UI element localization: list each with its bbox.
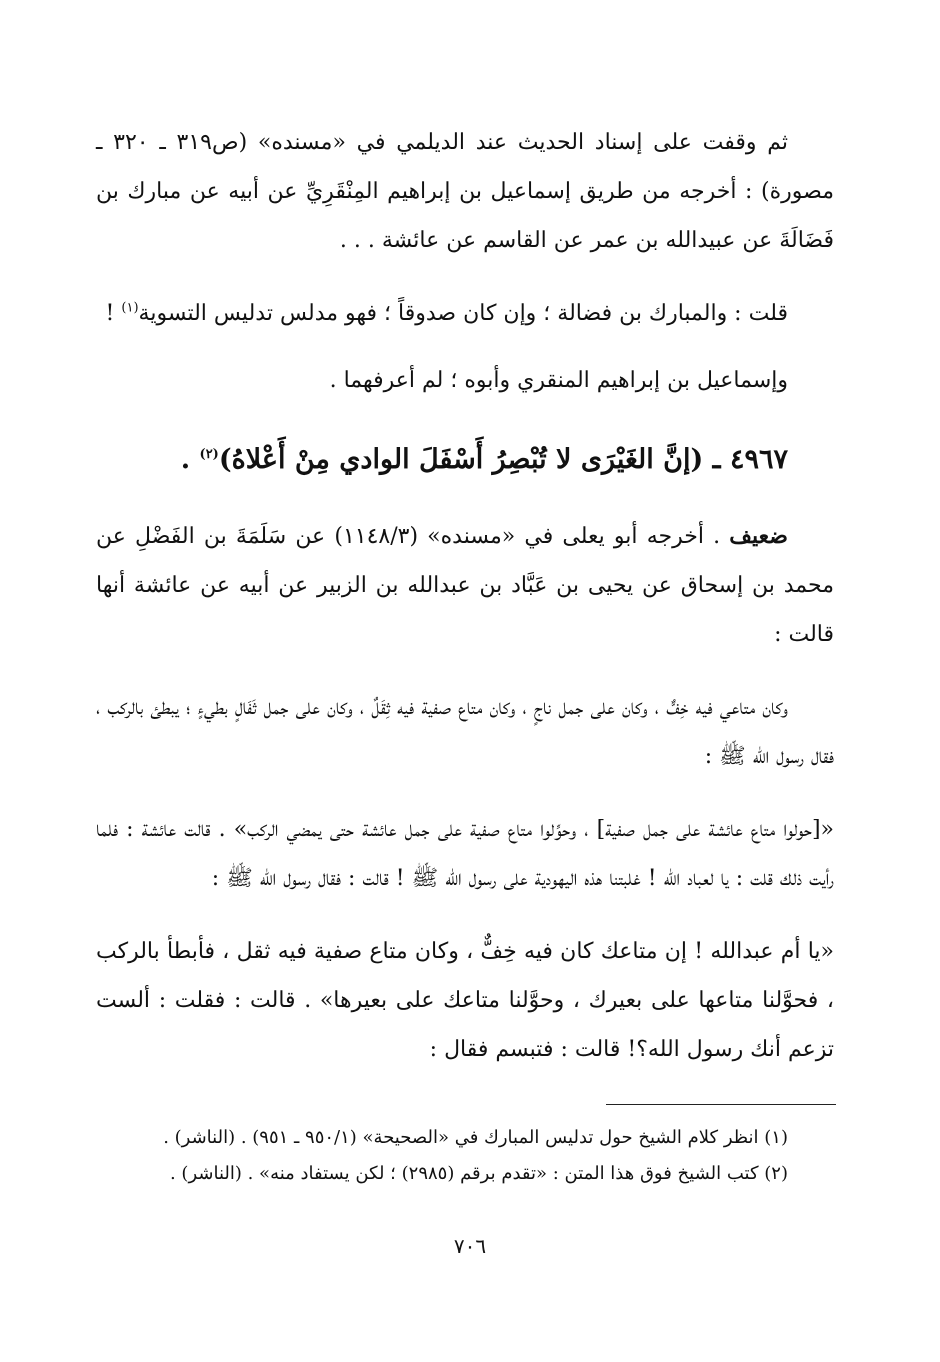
paragraph-dailami-isnad: ثم وقفت على إسناد الحديث عند الديلمي في «مسنده» (ص٣١٩ ـ ٣٢٠ ـ مصورة) : أخرجه من طريق إسماعيل بن إبراهيم المِنْقَرِيِّ عن أبيه عن مبارك بن فَضَالَةَ عن عبيدالله بن عمر عن القاسم عن عائشة . . . <box>96 130 834 253</box>
grading-text: . أخرجه أبو يعلى في «مسنده» (١١٤٨/٣) عن سَلَمَةَ بن الفَضْلِ عن محمد بن إسحاق عن يحيى بن عَبَّاد بن عبدالله بن الزبير عن أبيه عن عائشة أنها قالت : <box>96 524 834 647</box>
footnotes <box>96 1120 834 1192</box>
paragraph-mubarak-tadlis-end: ! <box>105 301 122 326</box>
paragraph-narration-3: «يا أم عبدالله ! إن متاعك كان فيه خِفٌّ ، وكان متاع صفية فيه ثقل ، فأبطأ بالركب ، فحوَّلنا متاعها على بعيرك ، وحوَّلنا متاعك على بعيرها» . قالت : فقلت : ألست تزعم أنك رسول الله؟! قالت : فتبسم فقال : <box>96 939 834 1062</box>
footnote-ref-1: (١) <box>121 300 139 316</box>
footnote-divider <box>606 1104 836 1105</box>
footnote-1: (١) انظر كلام الشيخ حول تدليس المبارك في «الصحيحة» (٩٥٠/١ ـ ٩٥١) . (الناشر) . <box>163 1127 788 1148</box>
paragraph-mubarak-tadlis <box>96 289 834 338</box>
paragraph-narration-2: «[حولوا متاع عائشة على جمل صفية] ، وحوِّلوا متاع صفية على جمل عائشة حتى يمضي الركب» . قالت عائشة : فلما رأيت ذلك قلت : يا لعباد الله ! غلبتنا هذه اليهودية على رسول الله ﷺ ! قالت : فقال رسول الله ﷺ : <box>96 817 834 891</box>
hadith-heading <box>96 435 834 485</box>
hadith-heading-end: . <box>180 444 200 475</box>
paragraph-grading <box>96 512 834 659</box>
grading-label: ضعيف <box>729 523 788 549</box>
footnote-ref-2: (٢) <box>199 447 219 462</box>
paragraph-narration-1: وكان متاعي فيه خِفٌّ ، وكان على جمل ناجٍ ، وكان متاع صفية فيه ثِقَلٌ ، وكان على جمل ثَفَالٍ بطيءٍ ؛ يبطئ بالركب ، فقال رسول الله ﷺ : <box>96 695 834 769</box>
paragraph-mubarak-tadlis-text: قلت : والمبارك بن فضالة ؛ وإن كان صدوقاً ؛ فهو مدلس تدليس التسوية <box>138 301 788 326</box>
page-number: ٧٠٦ <box>453 1234 487 1258</box>
page-body <box>96 118 834 1074</box>
paragraph-ismail-unknown: وإسماعيل بن إبراهيم المنقري وأبوه ؛ لم أعرفهما . <box>329 368 788 393</box>
hadith-heading-text: ٤٩٦٧ ـ (إنَّ الغَيْرَى لا تُبْصِرُ أَسْفَلَ الوادي مِنْ أَعْلاهُ) <box>218 444 788 475</box>
footnote-2: (٢) كتب الشيخ فوق هذا المتن : «تقدم برقم (٢٩٨٥) ؛ لكن يستفاد منه» . (الناشر) . <box>169 1163 788 1184</box>
